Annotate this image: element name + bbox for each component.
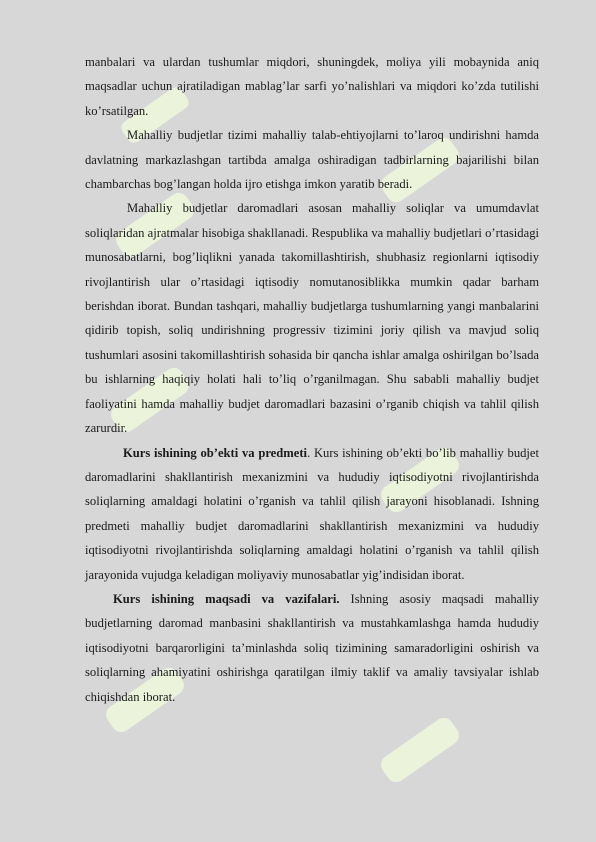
paragraph-4 xyxy=(85,441,539,587)
paragraph-2: Mahalliy budjetlar tizimi mahalliy talab-ehtiyojlarni to’laroq undirishni hamda davlatning markazlashgan tartibda amalga oshiradigan tadbirlarning bajarilishi bilan chambarchas bog’langan holda ijro etishga imkon yaratib beradi. xyxy=(85,128,539,192)
paragraph-5-lead: Kurs ishining maqsadi va vazifalari. xyxy=(113,591,340,606)
paragraph-4-body: . Kurs ishining ob’ekti bo’lib mahalliy budjet daromadlarini shakllantirish mexanizmini va hududiy iqtisodiyotni rivojlantirishda soliqlarning amaldagi holatini o’rganish va tahlil qilish jarayoni hisoblanadi. Ishning predmeti mahalliy budjet daromadlarini shakllantirish mexanizmini va hududiy iqtisodiyotni rivojlantirishda soliqlarning amaldagi holatini o’rganish va tahlil qilish jarayonida vujudga keladigan moliyaviy munosabatlar yig’indisidan iborat. xyxy=(85,445,539,582)
paragraph-5 xyxy=(85,587,539,709)
paragraph-3: Mahalliy budjetlar daromadlari asosan mahalliy soliqlar va umumdavlat soliqlaridan ajratmalar hisobiga shakllanadi. Respublika va mahalliy budjetlari o’rtasidagi munosabatlarni, bog’liqlikni yanada takomillashtirish, shubhasiz regionlarni iqtisodiy rivojlantirish ular o’rtasidagi iqtisodiy nomutanosiblikka mumkin qadar barham berishdan iborat. Bundan tashqari, mahalliy budjetlarga tushumlarning yangi manbalarini qidirib topish, soliq undirishning progressiv tizimini joriy qilish va mavjud soliq tushumlari asosini takomillashtirish sohasida bir qancha ishlar amalga oshirilgan bo’lsada bu ishlarning haqiqiy holati hali to’liq o’rganilmagan. Shu sababli mahalliy budjet faoliyatini hamda mahalliy budjet daromadlari bazasini o’rganib chiqish va tahlil qilish zarurdir. xyxy=(85,201,539,436)
paragraph-5-body: Ishning asosiy maqsadi mahalliy budjetlarning daromad manbasini shakllantirish va mustahkamlashga hamda hududiy iqtisodiyotni barqarorligini ta’minlashda soliq tizimining samaradorligini oshirish va soliqlarning ahamiyatini oshirishga qaratilgan ilmiy taklif va amaliy tavsiyalar ishlab chiqishdan iborat. xyxy=(85,591,539,704)
paragraph-1: manbalari va ulardan tushumlar miqdori, shuningdek, moliya yili mobaynida aniq maqsadlar uchun ajratiladigan mablag’lar sarfi yo’nalishlari va miqdori ko’zda tutilishi ko’rsatilgan. xyxy=(85,55,539,118)
paragraph-4-lead: Kurs ishining ob’ekti va predmeti xyxy=(123,445,308,460)
document-page xyxy=(85,50,539,709)
